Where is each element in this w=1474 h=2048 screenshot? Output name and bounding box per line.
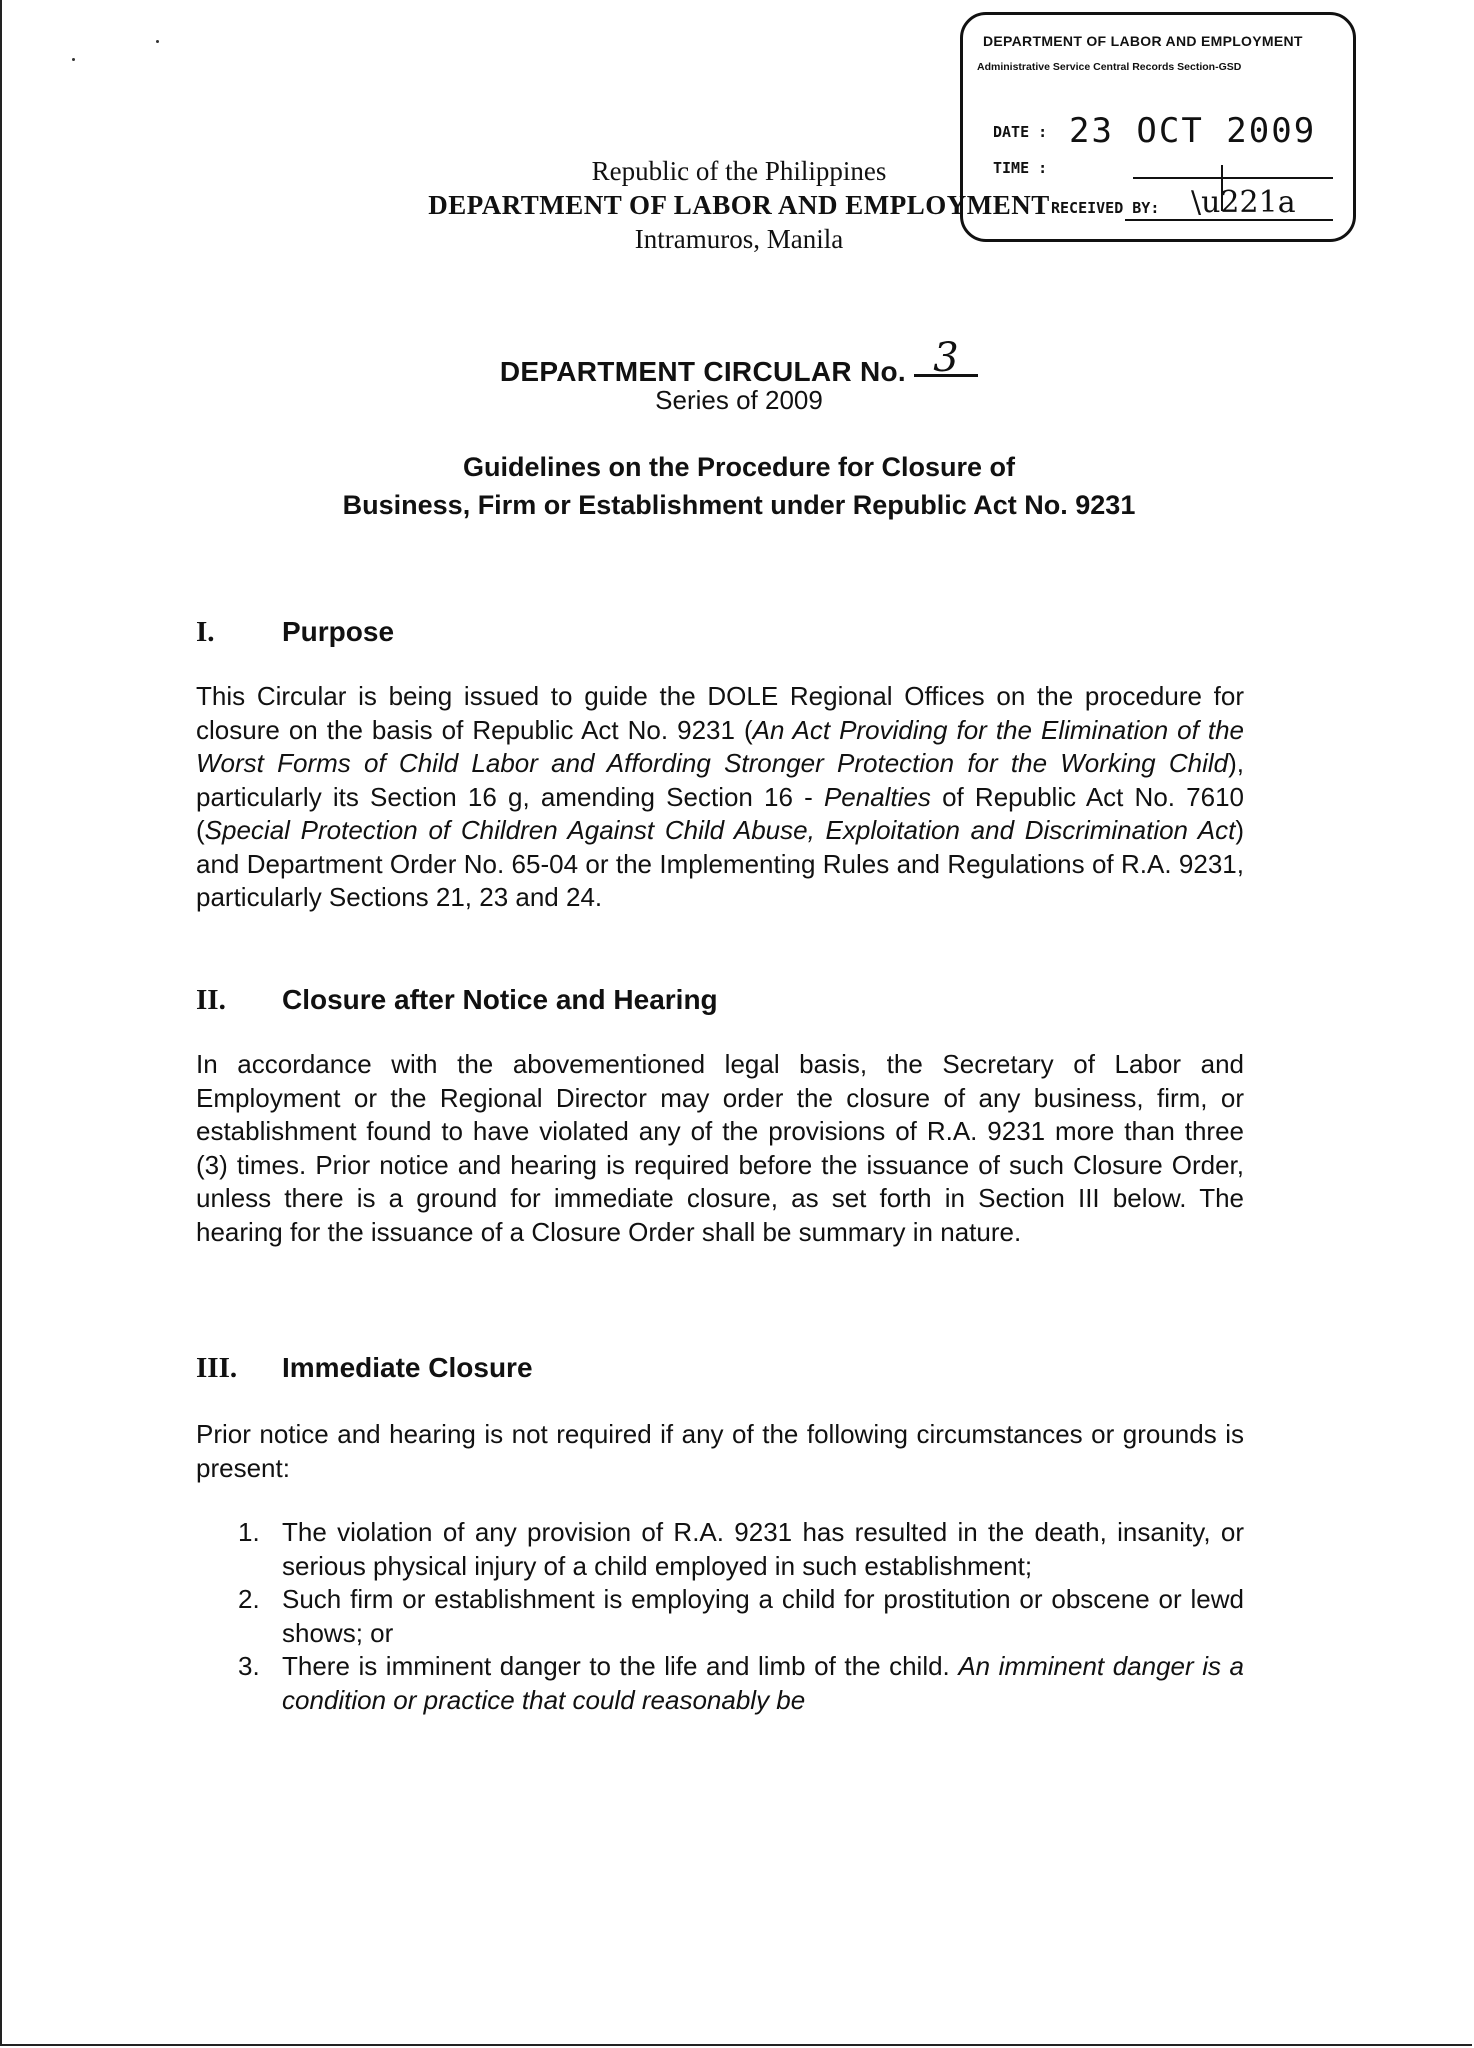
body-text: This Circular is being issued to guide the DOLE Regional Offices on the procedure for closure on the basis of Republic Act No. 9231 (: [196, 681, 1244, 745]
scan-speck: [72, 58, 75, 61]
stamp-received-initials: \u221a: [1191, 185, 1296, 220]
act-title: An Act Providing for the Elimination of the Worst Forms of Child Labor and Affording Stronger Protection for the Working Child: [196, 714, 1245, 778]
letterhead-address: Intramuros, Manila: [634, 224, 844, 254]
act-title: Special Protection of Children Against Child Abuse, Exploitation and Discrimination Act: [204, 815, 1236, 845]
subject-line-2: Business, Firm or Establishment under Republic Act No. 9231: [342, 490, 1136, 520]
body-text: ), particularly its Section 16 g, amending Section 16 -: [196, 748, 1244, 812]
circular-title: DEPARTMENT CIRCULAR No.: [499, 356, 907, 387]
list-item-number: 1.: [238, 1517, 260, 1547]
immediate-closure-grounds-list: [238, 1516, 1244, 1717]
list-item: [238, 1516, 1244, 1583]
section-title-ref: Penalties: [823, 781, 931, 812]
section-1-title: Purpose: [282, 616, 395, 647]
section-2-title: Closure after Notice and Hearing: [282, 984, 718, 1015]
stamp-date-label: DATE :: [993, 123, 1048, 141]
section-2-number: II.: [196, 984, 226, 1016]
list-item-definition: An imminent danger is a condition or practice that could reasonably be: [282, 1651, 1244, 1715]
body-text: of Republic Act No. 7610 (: [196, 781, 1244, 845]
list-item-text: The violation of any provision of R.A. 9231 has resulted in the death, insanity, or serious physical injury of a child employed in such establishment;: [282, 1517, 1244, 1581]
circular-title-line: [2, 335, 1474, 388]
letterhead-country: Republic of the Philippines: [591, 156, 887, 186]
list-item-text: There is imminent danger to the life and limb of the child.: [282, 1651, 959, 1681]
subject-line-1: Guidelines on the Procedure for Closure of: [462, 452, 1016, 482]
stamp-time-label: TIME :: [993, 159, 1048, 177]
section-1-body: [196, 680, 1244, 915]
circular-subject: [2, 448, 1474, 524]
section-3-body: Prior notice and hearing is not required if any of the following circumstances or grounds is present:: [196, 1419, 1244, 1483]
list-item: [238, 1650, 1244, 1717]
stamp-office: Administrative Service Central Records Section-GSD: [977, 61, 1242, 73]
list-item: [238, 1583, 1244, 1650]
body-text: ) and Department Order No. 65-04 or the Implementing Rules and Regulations of R.A. 9231, particularly Sections 21, 23 and 24.: [196, 815, 1244, 912]
list-item-number: 2.: [238, 1584, 260, 1614]
list-item-text: Such firm or establishment is employing a child for prostitution or obscene or lewd shows; or: [282, 1584, 1244, 1648]
circular-series: Series of 2009: [655, 385, 823, 415]
section-1-number: I.: [196, 616, 215, 648]
stamp-date-value: 23 OCT 2009: [1069, 111, 1317, 151]
circular-number: 3: [914, 342, 978, 377]
section-2-body: In accordance with the abovementioned legal basis, the Secretary of Labor and Employment or the Regional Director may order the closure of any business, firm, or establishment found to have violated any of the provisions of R.A. 9231 more than three (3) times. Prior notice and hearing is required before the issuance of such Closure Order, unless there is a ground for immediate closure, as set forth in Section III below. The hearing for the issuance of a Closure Order shall be summary in nature.: [196, 1049, 1244, 1247]
stamp-received-label: RECEIVED BY:: [1051, 199, 1160, 217]
list-item-number: 3.: [238, 1651, 260, 1681]
section-3-number: III.: [196, 1352, 238, 1384]
letterhead-department: DEPARTMENT OF LABOR AND EMPLOYMENT: [428, 190, 1050, 220]
scan-speck: [156, 40, 159, 43]
section-3-title: Immediate Closure: [282, 1352, 533, 1383]
stamp-organization: DEPARTMENT OF LABOR AND EMPLOYMENT: [983, 33, 1303, 49]
